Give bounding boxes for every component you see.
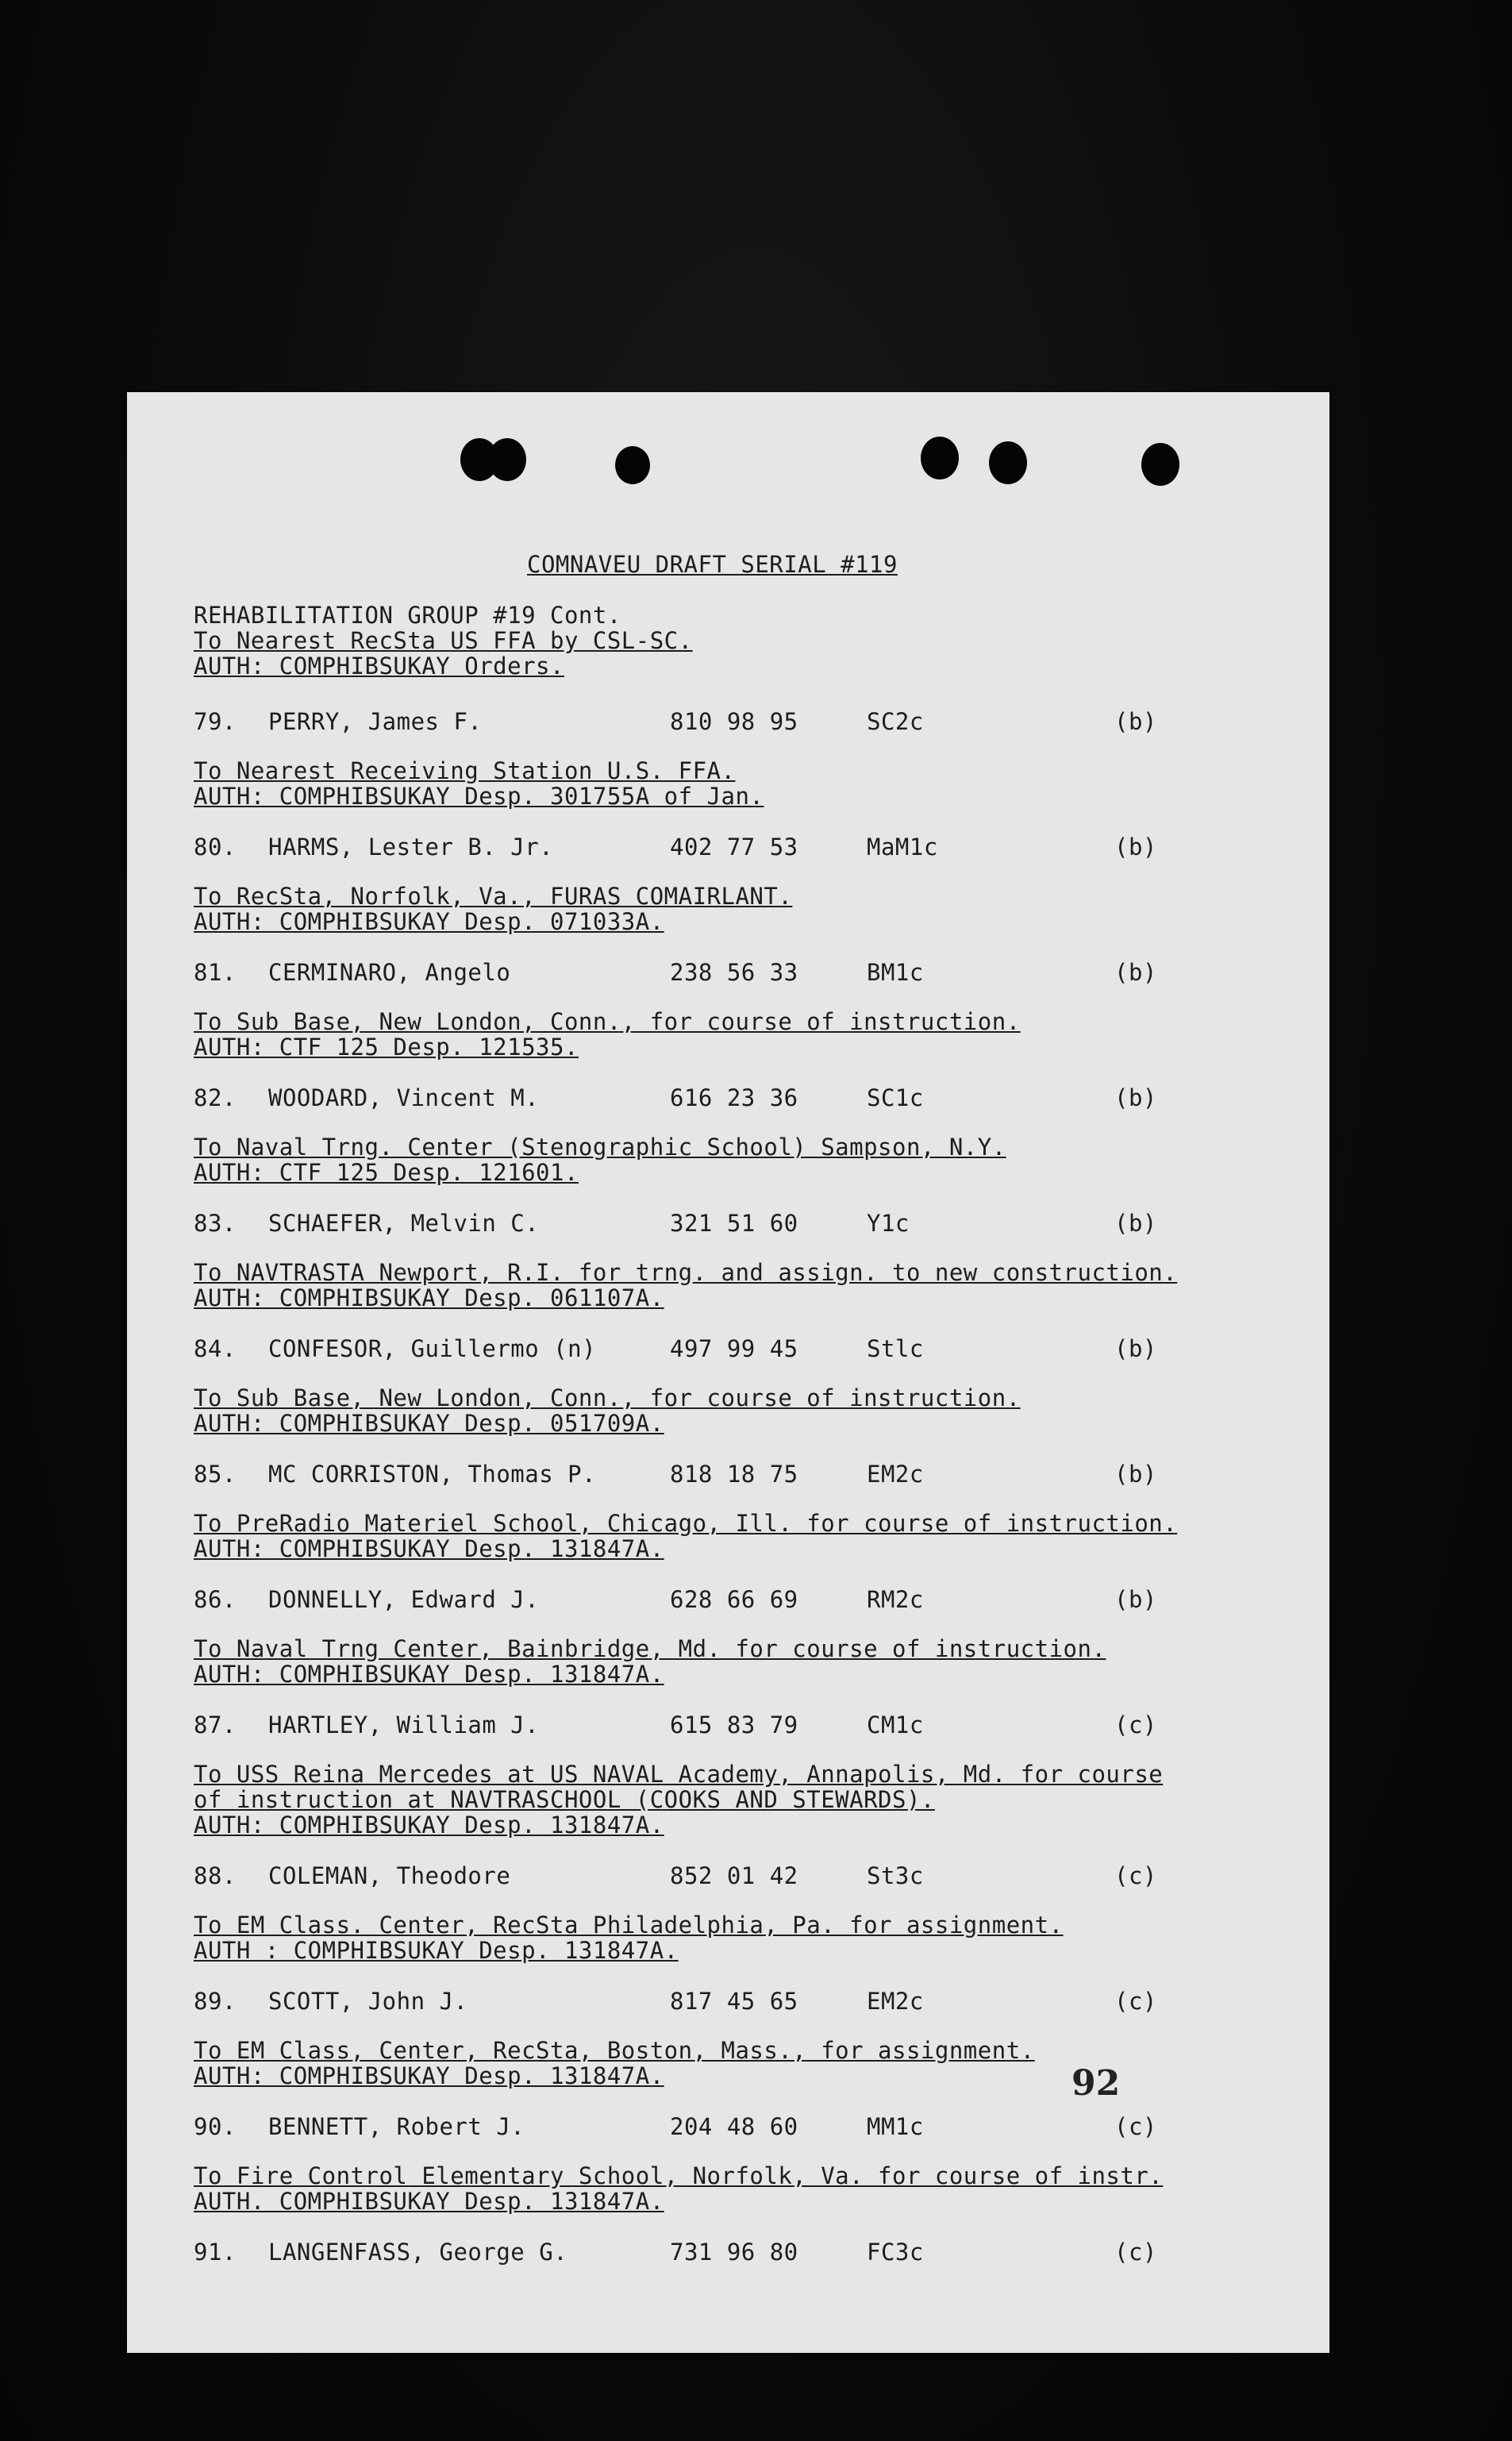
order-line: AUTH: COMPHIBSUKAY Desp. 051709A. bbox=[194, 1410, 664, 1437]
punch-hole bbox=[615, 446, 650, 484]
rating: MM1c bbox=[867, 2113, 924, 2140]
service-number: 238 56 33 bbox=[670, 959, 798, 986]
rating: CM1c bbox=[867, 1711, 924, 1738]
order-line: To Naval Trng. Center (Stenographic School) Sampson, N.Y. bbox=[194, 1134, 1006, 1161]
table-row bbox=[194, 708, 1273, 737]
punch-hole bbox=[1141, 443, 1179, 486]
personnel-name: CERMINARO, Angelo bbox=[268, 959, 511, 986]
rating: MaM1c bbox=[867, 834, 938, 861]
entry-number: 90. bbox=[194, 2113, 237, 2140]
order-line: AUTH: CTF 125 Desp. 121535. bbox=[194, 1034, 579, 1061]
document-title: COMNAVEU DRAFT SERIAL #119 bbox=[527, 551, 898, 578]
service-number: 852 01 42 bbox=[670, 1862, 798, 1889]
rating: Y1c bbox=[867, 1210, 910, 1237]
category-code: (b) bbox=[1114, 1461, 1157, 1488]
order-line: To Sub Base, New London, Conn., for course of instruction. bbox=[194, 1008, 1021, 1035]
order-line: AUTH: COMPHIBSUKAY Desp. 061107A. bbox=[194, 1284, 664, 1311]
order-line: To NAVTRASTA Newport, R.I. for trng. and assign. to new construction. bbox=[194, 1259, 1178, 1286]
order-line: AUTH : COMPHIBSUKAY Desp. 131847A. bbox=[194, 1937, 679, 1964]
document-page bbox=[127, 392, 1329, 2353]
service-number: 628 66 69 bbox=[670, 1586, 798, 1613]
order-line: To Fire Control Elementary School, Norfolk, Va. for course of instr. bbox=[194, 2162, 1164, 2189]
page-number: 92 bbox=[1071, 2063, 1121, 2104]
punch-hole bbox=[488, 438, 526, 481]
entry-number: 83. bbox=[194, 1210, 237, 1237]
rating: FC3c bbox=[867, 2239, 924, 2266]
entry-number: 87. bbox=[194, 1711, 237, 1738]
order-line: To EM Class, Center, RecSta, Boston, Mass., for assignment. bbox=[194, 2037, 1035, 2064]
entry-number: 88. bbox=[194, 1862, 237, 1889]
table-row bbox=[194, 1988, 1273, 2016]
entry-number: 80. bbox=[194, 834, 237, 861]
table-row bbox=[194, 1862, 1273, 1891]
rating: SC2c bbox=[867, 708, 924, 735]
entry-number: 86. bbox=[194, 1586, 237, 1613]
header-line: REHABILITATION GROUP #19 Cont. bbox=[194, 602, 621, 629]
entry-number: 82. bbox=[194, 1084, 237, 1111]
personnel-name: SCHAEFER, Melvin C. bbox=[268, 1210, 540, 1237]
table-row bbox=[194, 1586, 1273, 1615]
rating: RM2c bbox=[867, 1586, 924, 1613]
category-code: (b) bbox=[1114, 708, 1157, 735]
order-line: To Naval Trng Center, Bainbridge, Md. for course of instruction. bbox=[194, 1635, 1106, 1662]
order-line: AUTH: COMPHIBSUKAY Desp. 131847A. bbox=[194, 1535, 664, 1562]
personnel-name: CONFESOR, Guillermo (n) bbox=[268, 1335, 597, 1362]
entry-number: 89. bbox=[194, 1988, 237, 2015]
order-line: AUTH: COMPHIBSUKAY Desp. 301755A of Jan. bbox=[194, 783, 764, 810]
order-line: To USS Reina Mercedes at US NAVAL Academy, Annapolis, Md. for course bbox=[194, 1761, 1164, 1788]
personnel-name: COLEMAN, Theodore bbox=[268, 1862, 511, 1889]
category-code: (c) bbox=[1114, 1711, 1157, 1738]
entry-number: 81. bbox=[194, 959, 237, 986]
header-line: AUTH: COMPHIBSUKAY Orders. bbox=[194, 653, 564, 680]
entry-number: 79. bbox=[194, 708, 237, 735]
category-code: (b) bbox=[1114, 959, 1157, 986]
rating: St3c bbox=[867, 1862, 924, 1889]
rating: Stlc bbox=[867, 1335, 924, 1362]
order-line: To Sub Base, New London, Conn., for course of instruction. bbox=[194, 1384, 1021, 1411]
table-row bbox=[194, 2113, 1273, 2142]
punch-hole bbox=[989, 441, 1027, 484]
personnel-name: WOODARD, Vincent M. bbox=[268, 1084, 540, 1111]
service-number: 810 98 95 bbox=[670, 708, 798, 735]
table-row bbox=[194, 1210, 1273, 1238]
table-row bbox=[194, 959, 1273, 988]
category-code: (c) bbox=[1114, 2239, 1157, 2266]
service-number: 731 96 80 bbox=[670, 2239, 798, 2266]
order-line: To RecSta, Norfolk, Va., FURAS COMAIRLANT. bbox=[194, 883, 793, 910]
table-row bbox=[194, 1711, 1273, 1740]
entry-number: 91. bbox=[194, 2239, 237, 2266]
table-row bbox=[194, 834, 1273, 862]
order-line: AUTH: COMPHIBSUKAY Desp. 131847A. bbox=[194, 1661, 664, 1688]
table-row bbox=[194, 2239, 1273, 2267]
order-line: AUTH: COMPHIBSUKAY Desp. 071033A. bbox=[194, 908, 664, 935]
rating: BM1c bbox=[867, 959, 924, 986]
service-number: 204 48 60 bbox=[670, 2113, 798, 2140]
order-line: AUTH: COMPHIBSUKAY Desp. 131847A. bbox=[194, 1811, 664, 1838]
entry-number: 84. bbox=[194, 1335, 237, 1362]
order-line: AUTH: COMPHIBSUKAY Desp. 131847A. bbox=[194, 2062, 664, 2089]
personnel-name: SCOTT, John J. bbox=[268, 1988, 468, 2015]
punch-hole bbox=[921, 437, 959, 479]
personnel-name: LANGENFASS, George G. bbox=[268, 2239, 568, 2266]
order-line: To EM Class. Center, RecSta Philadelphia, Pa. for assignment. bbox=[194, 1912, 1064, 1939]
personnel-name: HARTLEY, William J. bbox=[268, 1711, 540, 1738]
order-line: of instruction at NAVTRASCHOOL (COOKS AND STEWARDS). bbox=[194, 1786, 935, 1813]
service-number: 616 23 36 bbox=[670, 1084, 798, 1111]
service-number: 321 51 60 bbox=[670, 1210, 798, 1237]
table-row bbox=[194, 1461, 1273, 1489]
personnel-name: PERRY, James F. bbox=[268, 708, 483, 735]
category-code: (c) bbox=[1114, 1988, 1157, 2015]
personnel-name: BENNETT, Robert J. bbox=[268, 2113, 525, 2140]
service-number: 817 45 65 bbox=[670, 1988, 798, 2015]
entry-number: 85. bbox=[194, 1461, 237, 1488]
category-code: (c) bbox=[1114, 1862, 1157, 1889]
order-line: AUTH. COMPHIBSUKAY Desp. 131847A. bbox=[194, 2188, 664, 2215]
category-code: (b) bbox=[1114, 1586, 1157, 1613]
personnel-name: MC CORRISTON, Thomas P. bbox=[268, 1461, 597, 1488]
category-code: (b) bbox=[1114, 1210, 1157, 1237]
rating: EM2c bbox=[867, 1988, 924, 2015]
service-number: 818 18 75 bbox=[670, 1461, 798, 1488]
order-line: AUTH: CTF 125 Desp. 121601. bbox=[194, 1159, 579, 1186]
category-code: (b) bbox=[1114, 834, 1157, 861]
category-code: (c) bbox=[1114, 2113, 1157, 2140]
service-number: 402 77 53 bbox=[670, 834, 798, 861]
rating: SC1c bbox=[867, 1084, 924, 1111]
table-row bbox=[194, 1335, 1273, 1364]
service-number: 615 83 79 bbox=[670, 1711, 798, 1738]
personnel-name: DONNELLY, Edward J. bbox=[268, 1586, 540, 1613]
service-number: 497 99 45 bbox=[670, 1335, 798, 1362]
header-line: To Nearest RecSta US FFA by CSL-SC. bbox=[194, 627, 693, 654]
personnel-name: HARMS, Lester B. Jr. bbox=[268, 834, 554, 861]
table-row bbox=[194, 1084, 1273, 1113]
category-code: (b) bbox=[1114, 1335, 1157, 1362]
order-line: To Nearest Receiving Station U.S. FFA. bbox=[194, 757, 736, 784]
rating: EM2c bbox=[867, 1461, 924, 1488]
order-line: To PreRadio Materiel School, Chicago, Ill. for course of instruction. bbox=[194, 1510, 1178, 1537]
category-code: (b) bbox=[1114, 1084, 1157, 1111]
